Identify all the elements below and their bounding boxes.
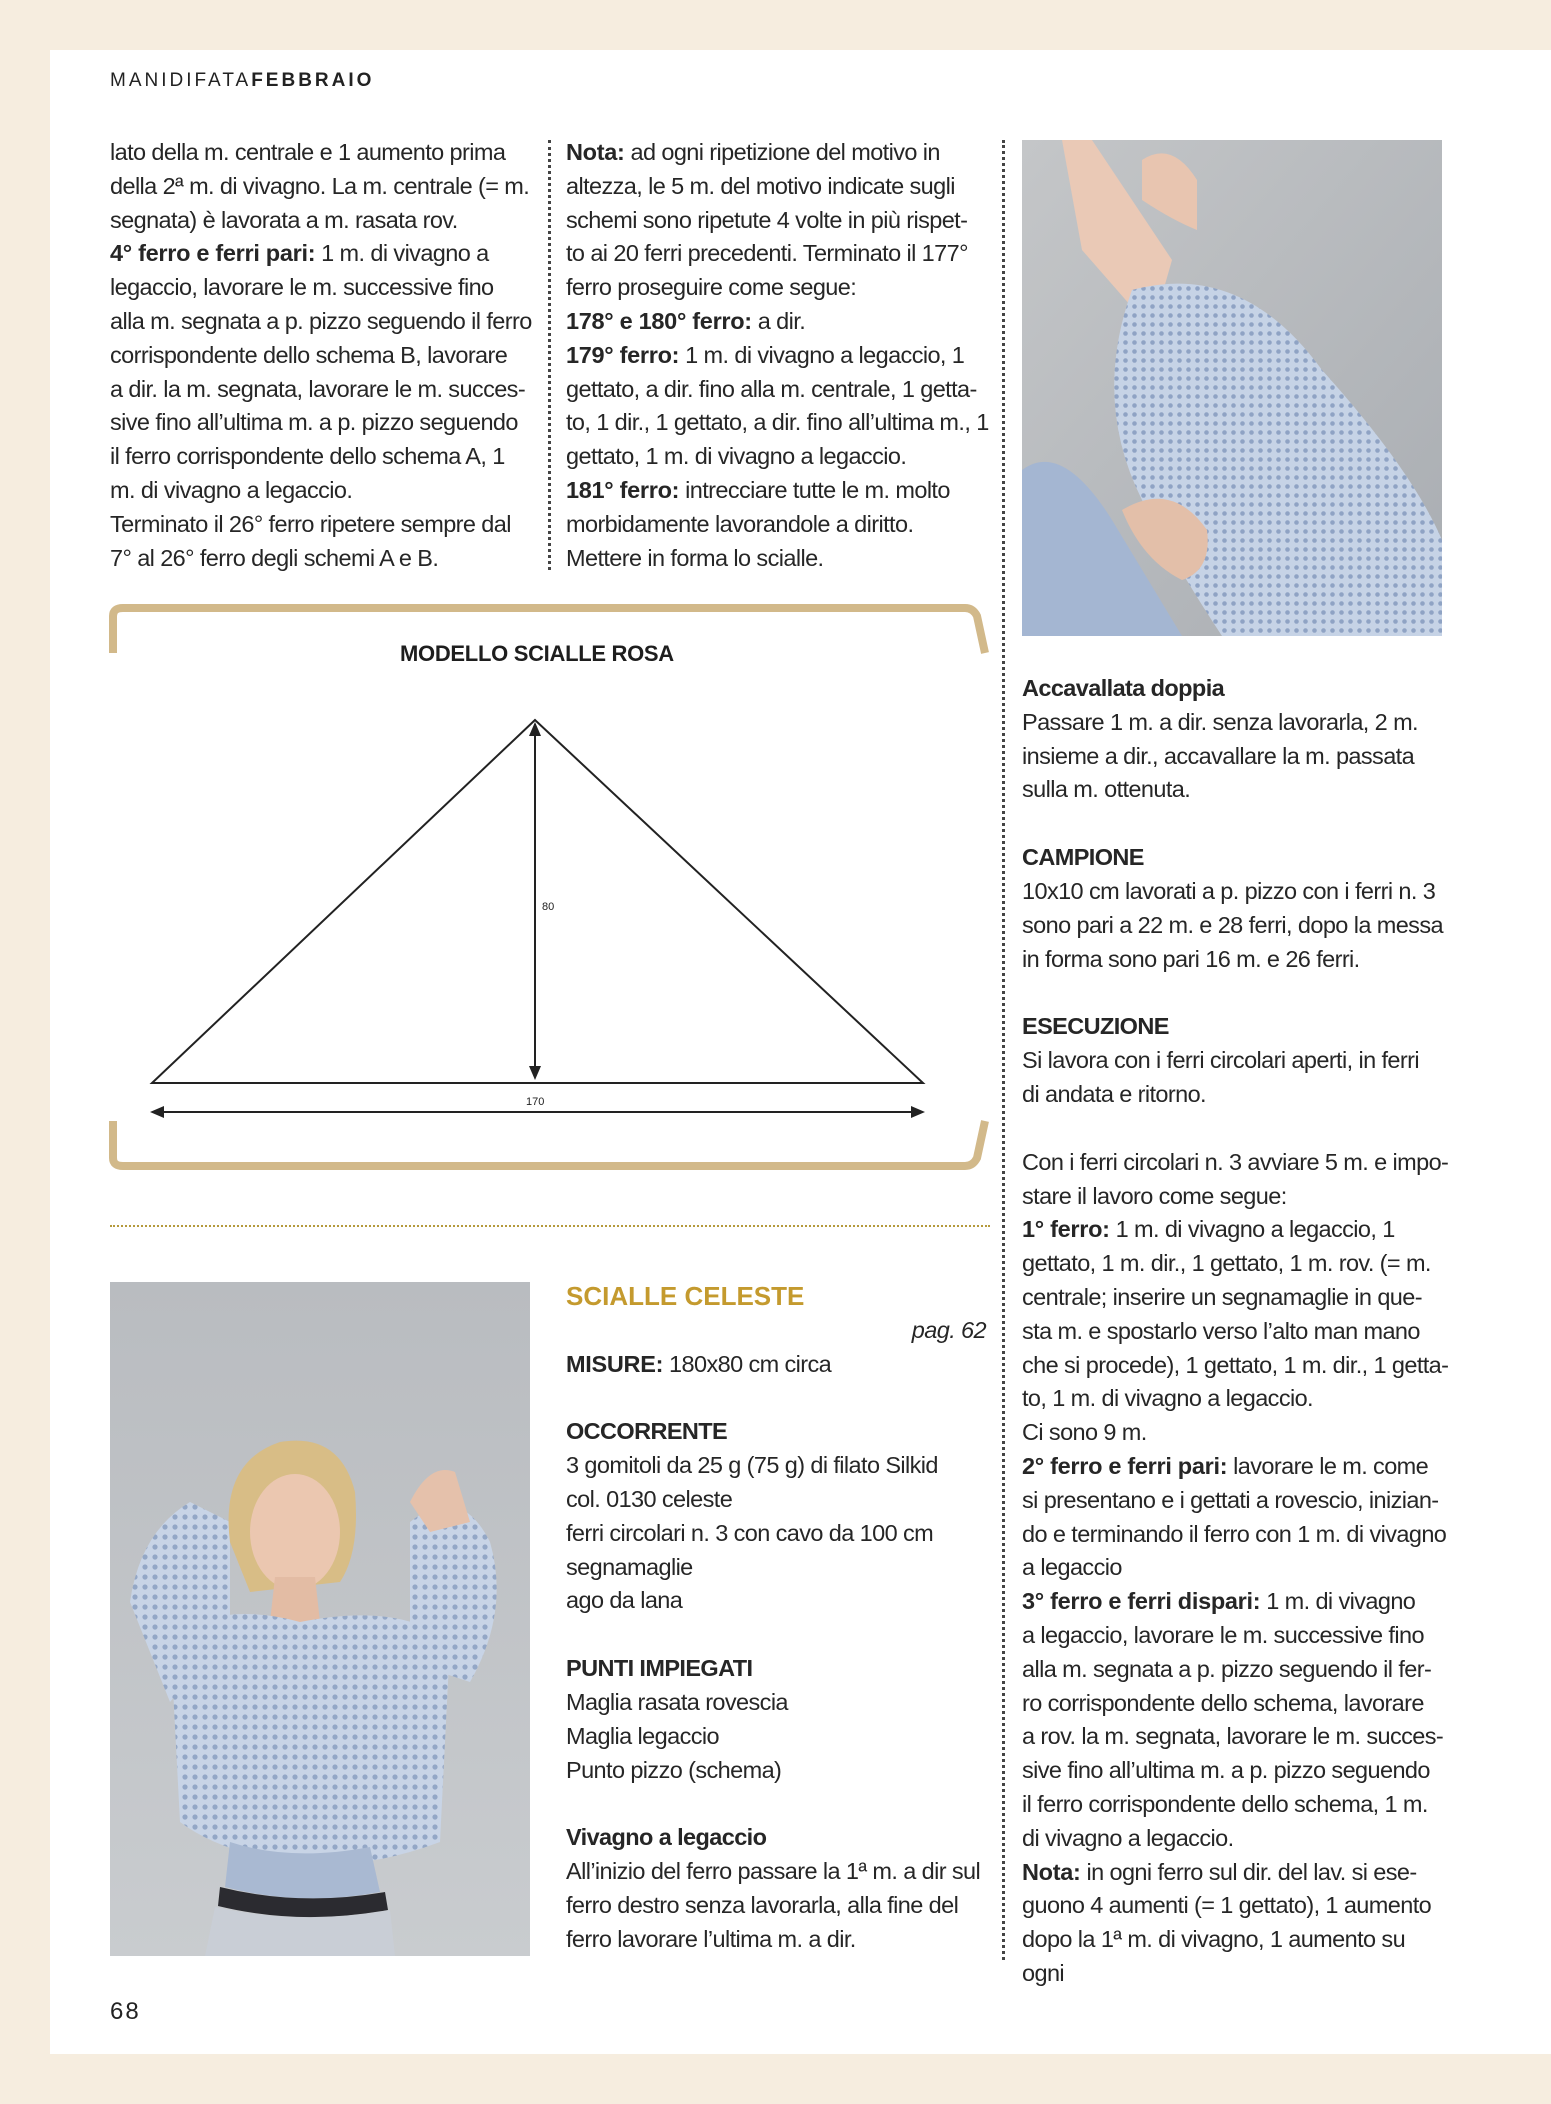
misure-label: MISURE: [566, 1350, 664, 1377]
text-line: do e terminando il ferro con 1 m. di vivagno [1022, 1520, 1447, 1547]
text-line: il ferro corrispondente dello schema, 1 m. [1022, 1790, 1428, 1817]
nota-label: Nota: [566, 139, 625, 165]
text-line: gettato, 1 m. di vivagno a legaccio. [566, 443, 907, 470]
text-line: che si procede), 1 gettato, 1 m. dir., 1 getta- [1022, 1351, 1449, 1378]
text-line: lato della m. centrale e 1 aumento prima [110, 139, 506, 165]
text-line: di andata e ritorno. [1022, 1080, 1206, 1107]
page-reference: pag. 62 [911, 1316, 986, 1343]
section-divider [110, 1225, 990, 1227]
model-image [110, 1282, 530, 1956]
row-3-instruction [1022, 1585, 1452, 1619]
row-181-label: 181° ferro: [566, 476, 680, 503]
text-line: to, 1 m. di vivagno a legaccio. [1022, 1385, 1313, 1412]
row-3-label: 3° ferro e ferri dispari: [1022, 1588, 1261, 1615]
text-line: Maglia legaccio [566, 1722, 719, 1749]
punti-impiegati-title: PUNTI IMPIEGATI [566, 1655, 753, 1682]
text-line: ferro lavorare l’ultima m. a dir. [566, 1925, 856, 1952]
text-line: to, 1 dir., 1 gettato, a dir. fino all’ultima m., 1 [566, 409, 989, 436]
height-label: 80 [542, 901, 555, 913]
nota-paragraph [566, 136, 991, 170]
text-line: m. di vivagno a legaccio. [110, 476, 353, 503]
text-line: a legaccio, lavorare le m. successive fino [1022, 1621, 1424, 1648]
campione-title: CAMPIONE [1022, 844, 1144, 871]
triangle-outline [152, 720, 923, 1083]
row-2-label: 2° ferro e ferri pari: [1022, 1452, 1228, 1479]
esecuzione-title: ESECUZIONE [1022, 1013, 1169, 1040]
arrow-left-icon [150, 1106, 164, 1118]
text-line: ad ogni ripetizione del motivo in [624, 139, 940, 165]
text-line: 1 m. di vivagno [1260, 1588, 1416, 1615]
column-2 [566, 136, 991, 575]
column-1 [110, 136, 535, 575]
misure-value: 180x80 cm circa [663, 1350, 832, 1377]
text-line: All’inizio del ferro passare la 1ª m. a dir sul [566, 1858, 981, 1885]
text-line: ferro proseguire come segue: [566, 274, 857, 301]
row-4-instruction [110, 237, 535, 271]
text-line: a dir. la m. segnata, lavorare le m. succes- [110, 375, 526, 402]
text-line: sono pari a 22 m. e 28 ferri, dopo la messa [1022, 911, 1443, 938]
page-number: 68 [110, 1998, 141, 2025]
shawl-schematic [140, 710, 940, 1130]
text-line: a legaccio [1022, 1554, 1122, 1581]
width-label: 170 [526, 1096, 545, 1108]
text-line: Mettere in forma lo scialle. [566, 544, 824, 571]
text-line: si presentano e i gettati a rovescio, inizian- [1022, 1486, 1439, 1513]
row-179-instruction [566, 339, 991, 373]
row-179-label: 179° ferro: [566, 341, 680, 368]
text-line: col. 0130 celeste [566, 1485, 733, 1512]
text-line: Punto pizzo (schema) [566, 1756, 782, 1783]
running-header [110, 70, 374, 92]
misure-line [566, 1348, 986, 1382]
row-4-label: 4° ferro e ferri pari: [110, 240, 316, 267]
arrow-down-icon [529, 1066, 541, 1080]
text-line: insieme a dir., accavallare la m. passata [1022, 742, 1415, 769]
occorrente-title: OCCORRENTE [566, 1418, 728, 1445]
text-line: lavorare le m. come [1227, 1452, 1429, 1479]
text-line: corrispondente dello schema B, lavorare [110, 341, 508, 368]
text-line: intrecciare tutte le m. molto [679, 476, 950, 503]
diagram-title: MODELLO SCIALLE ROSA [400, 641, 674, 666]
text-line: to ai 20 ferri precedenti. Terminato il 177° [566, 240, 968, 267]
text-line: dopo la 1ª m. di vivagno, 1 aumento su ogni [1022, 1926, 1406, 1986]
text-line: stare il lavoro come segue: [1022, 1182, 1287, 1209]
text-line: alla m. segnata a p. pizzo seguendo il fer- [1022, 1655, 1432, 1682]
column-divider [1002, 140, 1005, 1960]
text-line: ferro destro senza lavorarla, alla fine del [566, 1891, 959, 1918]
text-line: Ci sono 9 m. [1022, 1419, 1147, 1446]
text-line: 1 m. di vivagno a legaccio, 1 [679, 341, 965, 368]
row-1-label: 1° ferro: [1022, 1216, 1110, 1243]
text-line: gettato, 1 m. dir., 1 gettato, 1 m. rov. (= m. [1022, 1250, 1431, 1277]
row-178-label: 178° e 180° ferro: [566, 307, 752, 334]
text-line: ago da lana [566, 1587, 683, 1614]
text-line: 1 m. di vivagno a legaccio, 1 [1109, 1216, 1395, 1243]
arrow-right-icon [911, 1106, 925, 1118]
text-line: sulla m. ottenuta. [1022, 776, 1191, 803]
header-month: FEBBRAIO [251, 70, 375, 91]
text-line: 3 gomitoli da 25 g (75 g) di filato Silkid [566, 1452, 938, 1479]
vivagno-title: Vivagno a legaccio [566, 1824, 767, 1851]
nota-paragraph [1022, 1856, 1452, 1890]
text-line: a rov. la m. segnata, lavorare le m. succes- [1022, 1723, 1444, 1750]
accavallata-title: Accavallata doppia [1022, 675, 1225, 701]
text-line: 7° al 26° ferro degli schemi A e B. [110, 544, 439, 571]
text-line: Passare 1 m. a dir. senza lavorarla, 2 m. [1022, 708, 1418, 735]
text-line: centrale; inserire un segnamaglie in que- [1022, 1283, 1422, 1310]
nota-label: Nota: [1022, 1858, 1081, 1885]
text-line: sive fino all’ultima m. a p. pizzo seguendo [1022, 1757, 1430, 1784]
row-1-instruction [1022, 1213, 1452, 1247]
text-line: Con i ferri circolari n. 3 avviare 5 m. e impo- [1022, 1148, 1449, 1175]
text-line: altezza, le 5 m. del motivo indicate sugli [566, 172, 955, 199]
column-divider [548, 140, 551, 570]
text-line: Terminato il 26° ferro ripetere sempre dal [110, 510, 511, 537]
text-line: a dir. [751, 307, 806, 334]
text-line: segnamaglie [566, 1553, 693, 1580]
row-2-instruction [1022, 1450, 1452, 1484]
text-line: 10x10 cm lavorati a p. pizzo con i ferri n. 3 [1022, 877, 1436, 904]
text-line: in forma sono pari 16 m. e 26 ferri. [1022, 945, 1360, 972]
text-line: Maglia rasata rovescia [566, 1688, 788, 1715]
row-181-instruction [566, 474, 991, 508]
text-line: legaccio, lavorare le m. successive fino [110, 274, 494, 301]
text-line: in ogni ferro sul dir. del lav. si ese- [1080, 1858, 1417, 1885]
text-line: gettato, a dir. fino alla m. centrale, 1 getta- [566, 375, 977, 402]
text-line: di vivagno a legaccio. [1022, 1824, 1234, 1851]
text-line: della 2ª m. di vivagno. La m. centrale (= m. [110, 172, 530, 199]
shawl-arm-image [1022, 140, 1442, 636]
text-line: Si lavora con i ferri circolari aperti, in ferri [1022, 1047, 1419, 1074]
scialle-celeste-title: SCIALLE CELESTE [566, 1281, 805, 1311]
text-line: schemi sono ripetute 4 volte in più rispet- [566, 206, 968, 233]
text-line: alla m. segnata a p. pizzo seguendo il ferro [110, 307, 532, 334]
text-line: segnata) è lavorata a m. rasata rov. [110, 206, 458, 233]
text-line: guono 4 aumenti (= 1 gettato), 1 aumento [1022, 1892, 1432, 1919]
row-178-instruction [566, 305, 991, 339]
column-3 [1022, 672, 1452, 1991]
shawl-arm-photo [1022, 140, 1442, 636]
text-line: sta m. e spostarlo verso l’alto man mano [1022, 1317, 1420, 1344]
text-line: morbidamente lavorandole a diritto. [566, 510, 914, 537]
text-line: 1 m. di vivagno a [315, 240, 489, 267]
text-line: ro corrispondente dello schema, lavorare [1022, 1689, 1424, 1716]
text-line: ferri circolari n. 3 con cavo da 100 cm [566, 1519, 934, 1546]
text-line: il ferro corrispondente dello schema A, 1 [110, 443, 505, 470]
header-brand: MANIDIFATA [110, 70, 252, 91]
scialle-celeste-block [566, 1280, 986, 1957]
model-photo [110, 1282, 530, 1956]
text-line: sive fino all’ultima m. a p. pizzo seguendo [110, 409, 518, 436]
